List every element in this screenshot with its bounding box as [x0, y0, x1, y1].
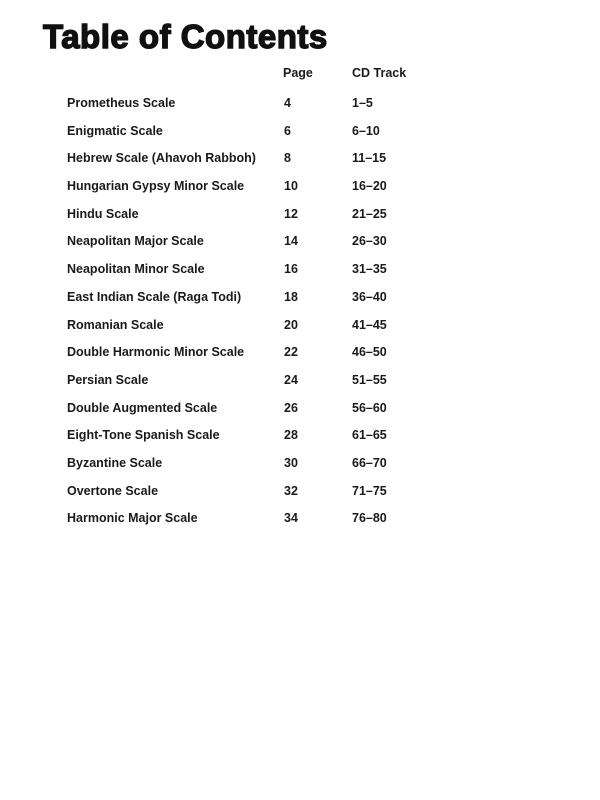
scale-name: Byzantine Scale: [67, 455, 163, 470]
page-number: 26: [284, 400, 298, 415]
page-number: 12: [284, 206, 298, 221]
page-number: 24: [284, 372, 298, 387]
toc-row: [0, 145, 600, 173]
cd-track-range: 11–15: [352, 151, 387, 166]
scale-name: Hungarian Gypsy Minor Scale: [67, 179, 245, 194]
scale-name: Enigmatic Scale: [67, 123, 163, 138]
page-number: 34: [284, 511, 298, 526]
cd-track-range: 66–70: [352, 455, 387, 470]
column-headers: [0, 66, 600, 82]
cd-track-column-header: CD Track: [352, 66, 407, 80]
toc-row: [0, 173, 600, 201]
page-number: 6: [284, 123, 291, 138]
cd-track-range: 61–65: [352, 428, 387, 443]
toc-row: [0, 284, 600, 312]
scale-name: Prometheus Scale: [67, 96, 176, 110]
cd-track-range: 56–60: [352, 400, 387, 415]
cd-track-range: 76–80: [352, 511, 387, 526]
scale-name: Persian Scale: [67, 372, 149, 387]
cd-track-range: 41–45: [352, 317, 387, 332]
scale-name: Hebrew Scale (Ahavoh Rabboh): [67, 151, 256, 166]
cd-track-range: 31–35: [352, 262, 387, 277]
toc-row: [0, 256, 600, 284]
cd-track-range: 1–5: [352, 96, 373, 110]
page-number: 4: [284, 96, 291, 110]
toc-row: [0, 90, 600, 118]
toc-rows: [0, 90, 600, 533]
toc-row: [0, 312, 600, 340]
scale-name: Double Augmented Scale: [67, 400, 218, 415]
cd-track-range: 21–25: [352, 206, 387, 221]
toc-row: [0, 395, 600, 423]
scale-name: Overtone Scale: [67, 483, 159, 498]
page-number: 16: [284, 262, 298, 277]
cd-track-range: 51–55: [352, 372, 387, 387]
page-number: 8: [284, 151, 291, 166]
page-title: Table of Contents: [43, 18, 328, 55]
scale-name: Romanian Scale: [67, 317, 164, 332]
page-number: 20: [284, 317, 298, 332]
toc-row: [0, 478, 600, 506]
toc-row: [0, 422, 600, 450]
toc-row: [0, 118, 600, 146]
page-number: 22: [284, 345, 298, 360]
page-number: 30: [284, 455, 298, 470]
toc-row: [0, 367, 600, 395]
scale-name: Eight-Tone Spanish Scale: [67, 428, 220, 443]
cd-track-range: 71–75: [352, 483, 387, 498]
toc-row: [0, 228, 600, 256]
cd-track-range: 6–10: [352, 123, 380, 138]
scale-name: Harmonic Major Scale: [67, 511, 198, 526]
page-number: 18: [284, 289, 298, 304]
page-number: 32: [284, 483, 298, 498]
scale-name: Double Harmonic Minor Scale: [67, 345, 245, 360]
toc-row: [0, 505, 600, 533]
cd-track-range: 36–40: [352, 289, 387, 304]
page-number: 14: [284, 234, 298, 249]
page-number: 28: [284, 428, 298, 443]
scale-name: Hindu Scale: [67, 206, 139, 221]
scale-name: Neapolitan Major Scale: [67, 234, 204, 249]
scale-name: East Indian Scale (Raga Todi): [67, 289, 242, 304]
page-column-header: Page: [283, 66, 313, 80]
cd-track-range: 46–50: [352, 345, 387, 360]
cd-track-range: 26–30: [352, 234, 387, 249]
toc-row: [0, 339, 600, 367]
scale-name: Neapolitan Minor Scale: [67, 262, 205, 277]
cd-track-range: 16–20: [352, 179, 387, 194]
toc-row: [0, 450, 600, 478]
toc-row: [0, 201, 600, 229]
page-number: 10: [284, 179, 298, 194]
